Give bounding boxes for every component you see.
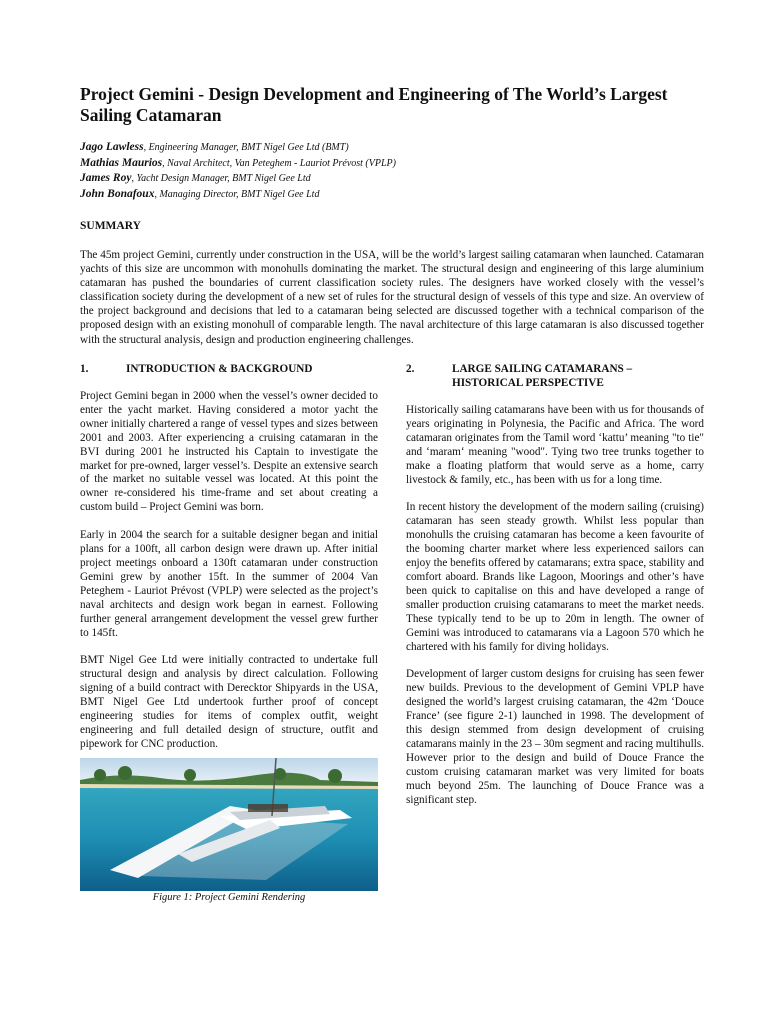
- paragraph: Development of larger custom designs for cruising has seen fewer new builds. Previous to the development of Gemini VPLP have designed the world’s largest cruising catamaran, the 42m ‘Douce France’ (see figure 2-1) launched in 1998. The development of this design stemmed from design development of cruising catamarans mainly in the 23 – 30m segment and racing multihulls. However prior to the design and build of Douce France the custom cruising catamaran market was very limited for boats much beyond 25m. The launching of Douce France was a significant step.: [406, 668, 704, 806]
- left-column: [80, 362, 378, 903]
- summary-heading: SUMMARY: [80, 220, 141, 232]
- section-2-heading: [406, 362, 704, 390]
- figure-1: [80, 758, 378, 903]
- section-number: 2.: [406, 363, 415, 375]
- paper-title: Project Gemini - Design Development and Engineering of The World’s Largest Sailing Catamaran: [80, 84, 668, 125]
- summary-text: The 45m project Gemini, currently under construction in the USA, will be the world’s largest sailing catamaran when launched. Catamaran yachts of this size are uncommon with monohulls dominating the market. The structural design and engineering of this large aluminium catamaran has pushed the boundaries of current classification society rules. The designers have worked closely with the vessel’s classification society during the development of a new set of rules for the structural design of vessels of this type and size. An overview of the project background and decisions that led to a catamaran being selected are discussed together with a technical comparison of the proposed design with an existing monohull of comparable length. The naval architecture of this large catamaran is also discussed together with the structural analysis, design and production engineering challenges.: [80, 249, 704, 346]
- author-name: Jago Lawless: [80, 141, 144, 153]
- author-role: , Managing Director, BMT Nigel Gee Ltd: [154, 188, 320, 200]
- right-column: [406, 362, 704, 807]
- catamaran-rendering-image: [80, 758, 378, 891]
- paragraph: Historically sailing catamarans have been with us for thousands of years originating in Polynesia, the Pacific and Africa. The word catamaran originates from the Tamil word ‘kattu’ meaning "to tie" and ‘maram‘ meaning "wood". Tying two tree trunks together to make a floating platform that would serve as a home, carry livestock & family, etc., has been with us for a long time.: [406, 404, 704, 486]
- author-entry: [80, 187, 704, 203]
- author-entry: [80, 156, 704, 172]
- paragraph: BMT Nigel Gee Ltd were initially contracted to undertake full structural design and analysis by direct calculation. Following signing of a build contract with Derecktor Shipyards in the USA, BMT Nigel Gee Ltd undertook further proof of concept engineering studies for items of complex outfit, weight engineering and full detailed design of structure, outfit and pipework for CNC production.: [80, 654, 378, 750]
- author-name: Mathias Maurios: [80, 156, 163, 169]
- paragraph: Project Gemini began in 2000 when the vessel’s owner decided to enter the yacht market. Having considered a motor yacht the owner initially chartered a range of vessel types and sizes between 2001 and 2003. After experiencing a cruising catamaran in the BVI during 2001 he instructed his Captain to investigate the market for pre-owned, larger vessel’s. Despite an extensive search of the market no suitable vessel was located. At this point the owner re-considered his time-frame and set about creating a custom build – Project Gemini was born.: [80, 390, 378, 514]
- paragraph: Early in 2004 the search for a suitable designer began and initial plans for a 100ft, all carbon design were drawn up. After initial project meetings onboard a 130ft catamaran under construction Gemini grew by another 15ft. In the summer of 2004 Van Peteghem - Lauriot Prévost (VPLP) were selected as the project’s naval architects and design work began in earnest. Following further general arrangement development the vessel grew further to 145ft.: [80, 529, 378, 639]
- author-role: , Naval Architect, Van Peteghem - Lauriot Prévost (VPLP): [162, 157, 396, 169]
- section-title: LARGE SAILING CATAMARANS – HISTORICAL PERSPECTIVE: [452, 363, 633, 389]
- author-role: , Yacht Design Manager, BMT Nigel Gee Ltd: [131, 173, 311, 184]
- paragraph: In recent history the development of the modern sailing (cruising) catamaran has seen steady growth. Whilst less popular than monohulls the cruising catamaran has become a keen favourite of the booming charter market where less experienced sailors can enjoy the benefits offered by catamarans; extra space, stability and comfort aboard. Brands like Lagoon, Moorings and other’s have been quick to capitalise on this and have developed a range of smaller production cruising catamarans to meet the market needs. These typically tend to be up to 20m in length. The owner of Gemini was introduced to catamarans via a Lagoon 570 which he chartered with his family for diving holidays.: [406, 501, 705, 653]
- author-name: James Roy: [80, 172, 132, 184]
- author-role: , Engineering Manager, BMT Nigel Gee Ltd (BMT): [143, 142, 349, 153]
- section-title: INTRODUCTION & BACKGROUND: [126, 363, 313, 375]
- author-entry: [80, 171, 704, 187]
- section-number: 1.: [80, 363, 89, 375]
- author-list: [80, 140, 704, 202]
- figure-caption: Figure 1: Project Gemini Rendering: [152, 891, 306, 903]
- section-1-heading: [80, 362, 378, 376]
- author-name: John Bonafoux: [80, 187, 155, 200]
- author-entry: [80, 140, 704, 156]
- paper-header: [80, 84, 704, 358]
